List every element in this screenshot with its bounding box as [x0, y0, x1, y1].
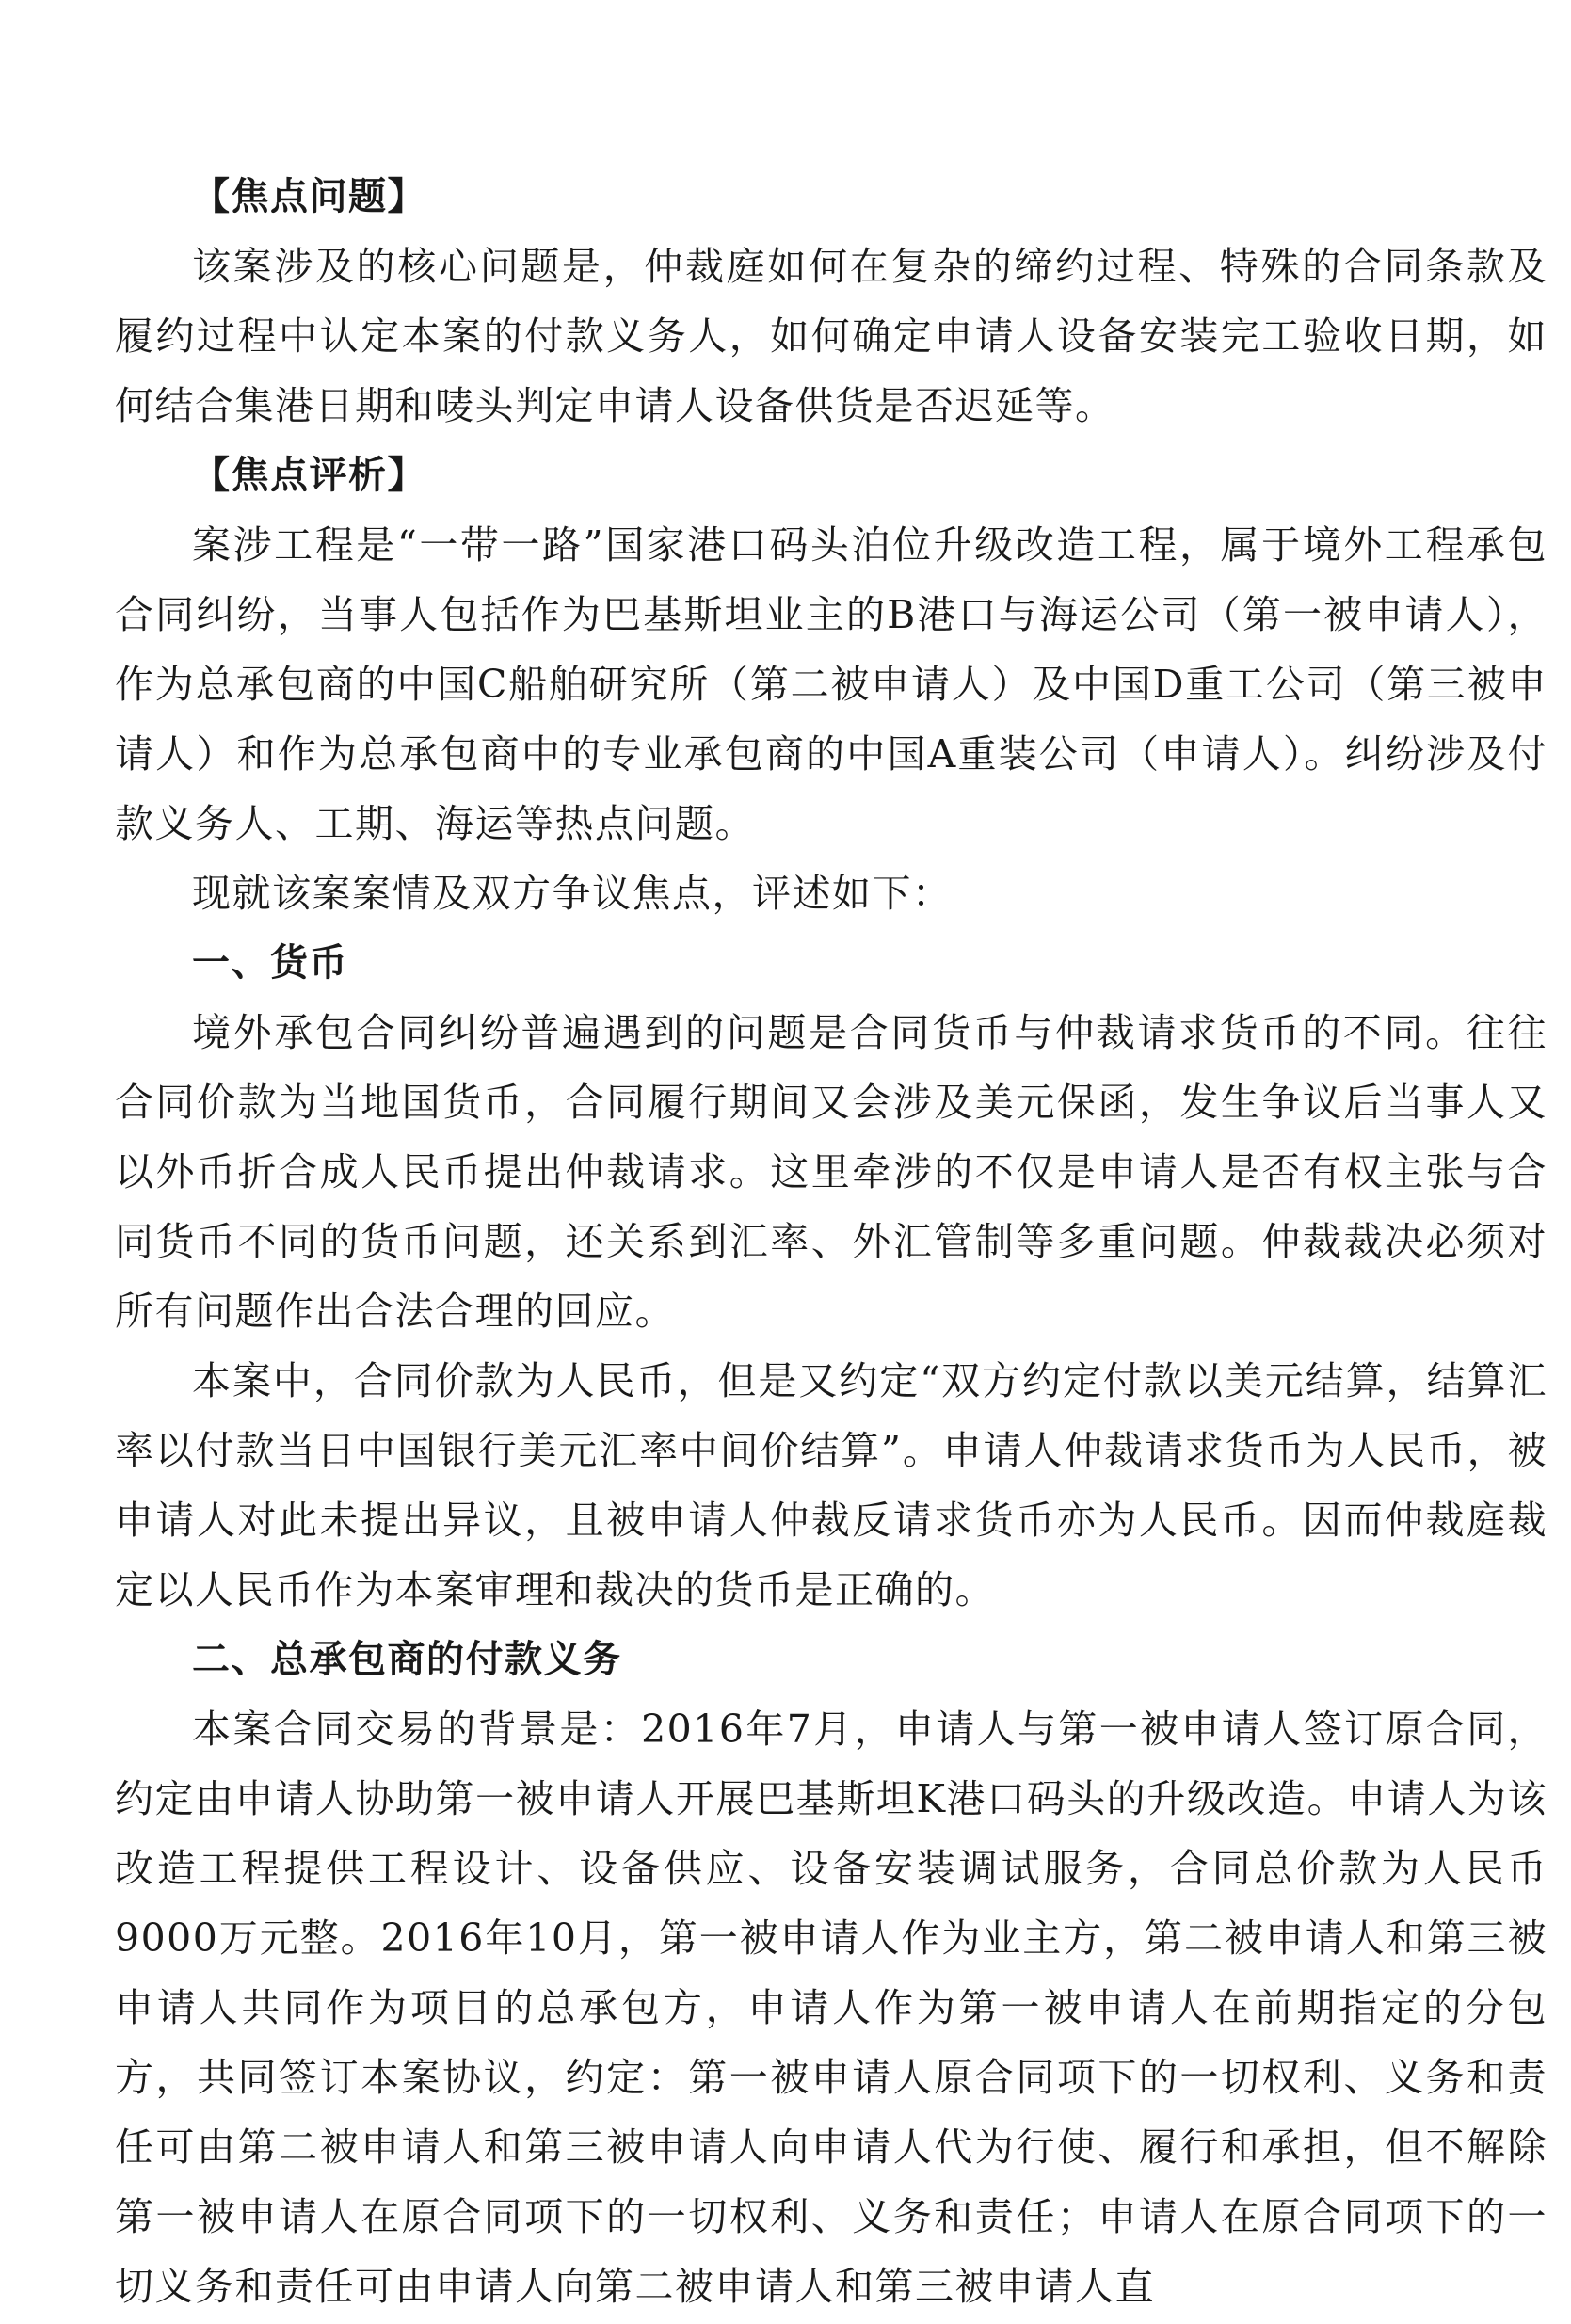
currency-paragraph-2: 本案中，合同价款为人民币，但是又约定“双方约定付款以美元结算，结算汇率以付款当日中国银行美元汇率中间价结算”。申请人仲裁请求货币为人民币，被申请人对此未提出异议，且被申请人仲裁反请求货币亦为人民币。因而仲裁庭裁定以人民币作为本案审理和裁决的货币是正确的。	[115, 1358, 1547, 1612]
focus-issues-heading: 【焦点问题】	[192, 175, 426, 218]
currency-paragraph-1: 境外承包合同纠纷普遍遇到的问题是合同货币与仲裁请求货币的不同。往往合同价款为当地国货币，合同履行期间又会涉及美元保函，发生争议后当事人又以外币折合成人民币提出仲裁请求。这里牵涉的不仅是申请人是否有权主张与合同货币不同的货币问题，还关系到汇率、外汇管制等多重问题。仲裁裁决必须对所有问题作出合法合理的回应。	[115, 1010, 1547, 1334]
document-body	[115, 162, 1547, 2321]
section-payment-obligation-heading: 二、总承包商的付款义务	[192, 1638, 622, 1681]
section-currency-heading: 一、货币	[192, 941, 348, 985]
analysis-paragraph-2: 现就该案案情及双方争议焦点，评述如下：	[192, 871, 953, 916]
focus-issues-paragraph: 该案涉及的核心问题是，仲裁庭如何在复杂的缔约过程、特殊的合同条款及履约过程中认定本案的付款义务人，如何确定申请人设备安装完工验收日期，如何结合集港日期和唛头判定申请人设备供货是否迟延等。	[115, 244, 1547, 428]
focus-analysis-heading: 【焦点评析】	[192, 454, 426, 497]
analysis-paragraph-1: 案涉工程是“一带一路”国家港口码头泊位升级改造工程，属于境外工程承包合同纠纷，当事人包括作为巴基斯坦业主的B港口与海运公司（第一被申请人），作为总承包商的中国C船舶研究所（第二被申请人）及中国D重工公司（第三被申请人）和作为总承包商中的专业承包商的中国A重装公司（申请人）。纠纷涉及付款义务人、工期、海运等热点问题。	[115, 522, 1547, 846]
payment-obligation-paragraph: 本案合同交易的背景是：2016年7月，申请人与第一被申请人签订原合同，约定由申请人协助第一被申请人开展巴基斯坦K港口码头的升级改造。申请人为该改造工程提供工程设计、设备供应、设备安装调试服务，合同总价款为人民币9000万元整。2016年10月，第一被申请人作为业主方，第二被申请人和第三被申请人共同作为项目的总承包方，申请人作为第一被申请人在前期指定的分包方，共同签订本案协议，约定：第一被申请人原合同项下的一切权利、义务和责任可由第二被申请人和第三被申请人向申请人代为行使、履行和承担，但不解除第一被申请人在原合同项下的一切权利、义务和责任；申请人在原合同项下的一切义务和责任可由申请人向第二被申请人和第三被申请人直	[115, 1707, 1547, 2309]
